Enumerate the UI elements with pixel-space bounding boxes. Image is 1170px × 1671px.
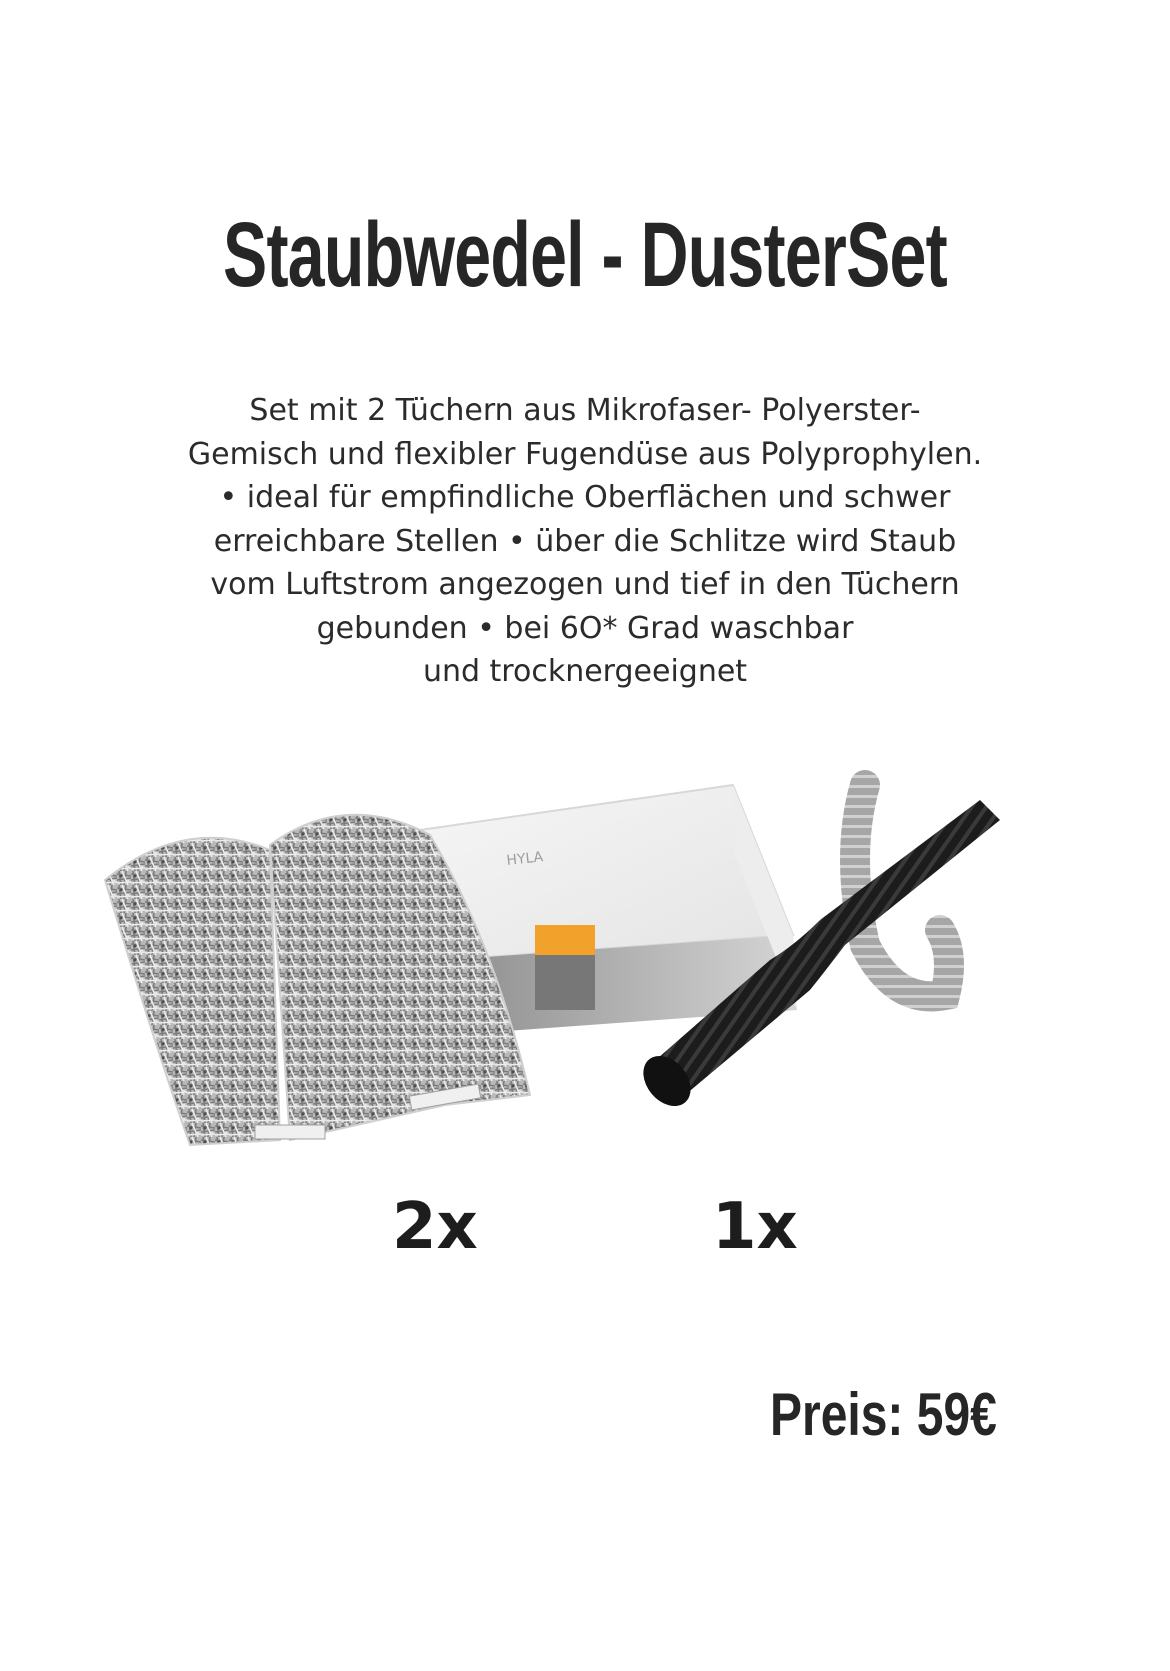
description-line: vom Luftstrom angezogen und tief in den Tüchern <box>210 567 960 602</box>
product-photo <box>75 745 1100 1370</box>
description-line: erreichbare Stellen • über die Schlitze wird Staub <box>213 523 957 559</box>
description-line: und trocknergeeignet <box>422 654 748 689</box>
box-logo: HYLA <box>505 849 544 869</box>
description-line: gebunden • bei 6O* Grad waschbar <box>316 610 854 646</box>
product-description <box>95 389 1075 694</box>
cloths-quantity: 2x <box>392 1190 478 1264</box>
price-label: Preis: 59€ <box>770 1381 997 1448</box>
description-line: • ideal für empfindliche Oberflächen und schwer <box>219 480 951 515</box>
nozzle-quantity: 1x <box>712 1190 798 1264</box>
page-title: Staubwedel - DusterSet <box>222 204 947 306</box>
description-line: Gemisch und flexibler Fugendüse aus Polyprophylen. <box>187 436 983 472</box>
description-line: Set mit 2 Tüchern aus Mikrofaser- Polyerster- <box>249 393 921 428</box>
